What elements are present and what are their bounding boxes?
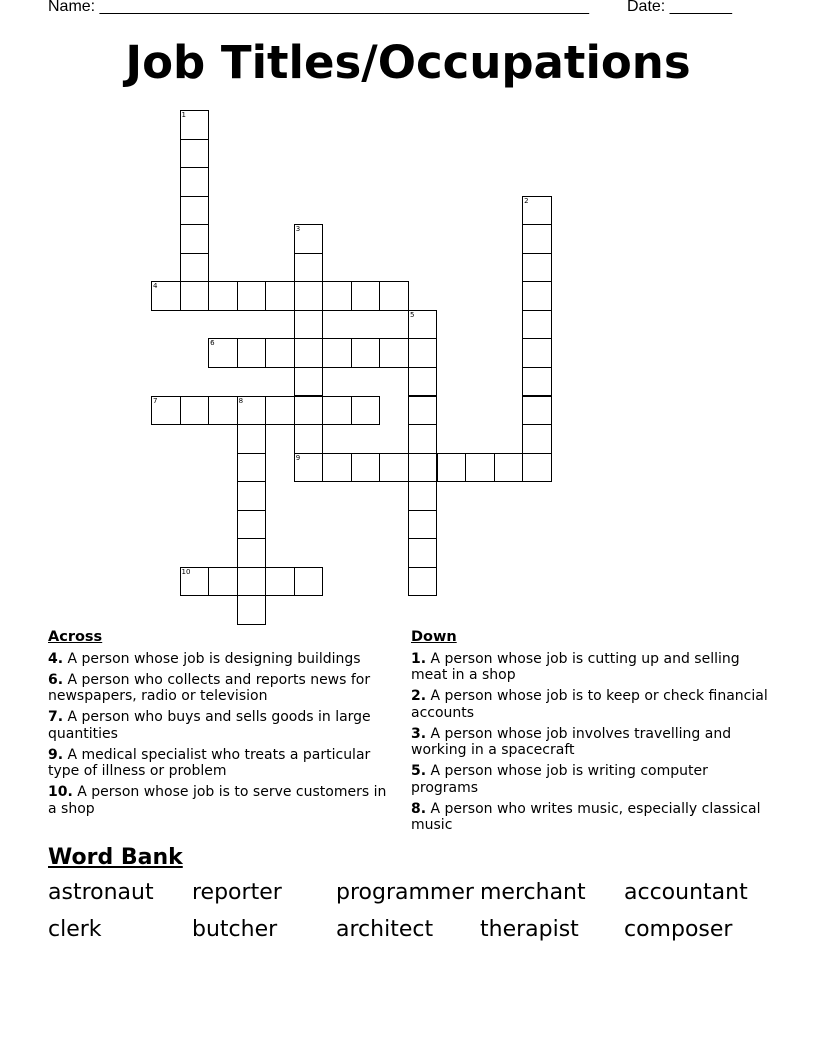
word-bank-item: therapist: [480, 917, 579, 942]
word-bank-item: accountant: [624, 880, 748, 905]
crossword-cell[interactable]: [294, 453, 324, 483]
crossword-cell[interactable]: [294, 567, 324, 597]
crossword-cell[interactable]: [180, 396, 210, 426]
crossword-cell[interactable]: [180, 139, 210, 169]
word-bank-item: architect: [336, 917, 434, 942]
crossword-cell[interactable]: [522, 196, 552, 226]
name-field-line[interactable]: Name: _______________________________________________________: [48, 0, 589, 15]
crossword-cell[interactable]: [408, 424, 438, 454]
word-bank-item: butcher: [192, 917, 278, 942]
crossword-cell[interactable]: [322, 338, 352, 368]
crossword-cell[interactable]: [180, 110, 210, 140]
crossword-cell[interactable]: [522, 224, 552, 254]
cell-number: 4: [153, 282, 158, 291]
crossword-cell[interactable]: [180, 253, 210, 283]
clue-number: 6.: [48, 671, 64, 688]
clue-text: A person whose job is writing computer programs: [411, 763, 708, 796]
clue-text: A person whose job is designing buildings: [67, 650, 361, 667]
crossword-cell[interactable]: [294, 367, 324, 397]
crossword-cell[interactable]: [265, 567, 295, 597]
clue-number: 9.: [48, 746, 64, 763]
down-heading: Down: [411, 629, 457, 645]
crossword-cell[interactable]: [379, 453, 409, 483]
crossword-cell[interactable]: [180, 224, 210, 254]
crossword-cell[interactable]: [294, 338, 324, 368]
cell-number: 9: [295, 453, 301, 462]
across-clues: [48, 629, 396, 822]
clue-text: A person whose job involves travelling and working in a spacecraft: [411, 725, 732, 758]
crossword-cell[interactable]: [408, 396, 438, 426]
clue-across-7: [48, 709, 396, 742]
crossword-cell[interactable]: [294, 253, 324, 283]
crossword-cell[interactable]: [408, 367, 438, 397]
word-bank-item: programmer: [336, 880, 474, 905]
clue-down-3: [411, 726, 771, 759]
crossword-cell[interactable]: [437, 453, 467, 483]
crossword-cell[interactable]: [180, 281, 210, 311]
cell-number: 3: [295, 225, 301, 234]
clue-number: 8.: [411, 800, 427, 817]
word-bank-item: clerk: [48, 917, 102, 942]
cell-number: 1: [181, 111, 187, 119]
crossword-cell[interactable]: [294, 224, 324, 254]
crossword-cell[interactable]: [522, 253, 552, 283]
crossword-cell[interactable]: [237, 281, 267, 311]
crossword-cell[interactable]: [522, 310, 552, 340]
crossword-cell[interactable]: [494, 453, 524, 483]
crossword-cell[interactable]: [208, 281, 238, 311]
crossword-cell[interactable]: [351, 453, 381, 483]
crossword-cell[interactable]: [208, 396, 238, 426]
clue-number: 3.: [411, 725, 427, 742]
clue-number: 7.: [48, 709, 64, 725]
crossword-cell[interactable]: [237, 396, 267, 426]
clue-number: 5.: [411, 763, 427, 779]
word-bank-item: composer: [624, 917, 733, 942]
crossword-cell[interactable]: [408, 567, 438, 597]
clue-down-2: [411, 688, 771, 721]
word-bank-item: astronaut: [48, 880, 154, 905]
crossword-cell[interactable]: [522, 453, 552, 483]
cell-number: 10: [181, 567, 191, 576]
crossword-cell[interactable]: [237, 510, 267, 540]
clue-down-1: [411, 651, 771, 684]
crossword-cell[interactable]: [522, 367, 552, 397]
crossword-cell[interactable]: [351, 281, 381, 311]
crossword-cell[interactable]: [379, 338, 409, 368]
crossword-cell[interactable]: [151, 396, 181, 426]
crossword-cell[interactable]: [408, 453, 438, 483]
crossword-cell[interactable]: [465, 453, 495, 483]
crossword-cell[interactable]: [294, 281, 324, 311]
crossword-cell[interactable]: [237, 538, 267, 568]
crossword-cell[interactable]: [294, 424, 324, 454]
across-heading: Across: [48, 629, 103, 645]
crossword-cell[interactable]: [322, 396, 352, 426]
clue-across-10: [48, 784, 396, 817]
crossword-cell[interactable]: [408, 538, 438, 568]
crossword-cell[interactable]: [522, 281, 552, 311]
clue-text: A person who writes music, especially classical music: [411, 800, 761, 833]
clue-number: 1.: [411, 650, 427, 667]
word-bank: [48, 881, 768, 942]
crossword-cell[interactable]: [322, 281, 352, 311]
clue-text: A person who collects and reports news for newspapers, radio or television: [48, 671, 371, 704]
crossword-cell[interactable]: [237, 338, 267, 368]
crossword-cell[interactable]: [208, 338, 238, 368]
clue-number: 10.: [48, 784, 73, 800]
crossword-cell[interactable]: [522, 424, 552, 454]
crossword-cell[interactable]: [294, 310, 324, 340]
clue-across-9: [48, 747, 396, 780]
clue-down-5: [411, 763, 771, 796]
crossword-cell[interactable]: [180, 567, 210, 597]
cell-number: 7: [153, 396, 158, 405]
crossword-cell[interactable]: [408, 338, 438, 368]
crossword-cell[interactable]: [237, 424, 267, 454]
cell-number: 5: [409, 310, 415, 319]
page-title: Job Titles/Occupations: [125, 36, 691, 89]
clue-across-6: [48, 672, 396, 705]
crossword-cell[interactable]: [408, 510, 438, 540]
crossword-cell[interactable]: [208, 567, 238, 597]
crossword-cell[interactable]: [180, 167, 210, 197]
crossword-cell[interactable]: [522, 396, 552, 426]
clue-text: A person whose job is cutting up and selling meat in a shop: [411, 650, 740, 683]
clue-text: A person whose job is to serve customers in a shop: [48, 784, 387, 817]
crossword-cell[interactable]: [265, 396, 295, 426]
word-bank-item: merchant: [480, 880, 586, 905]
crossword-cell[interactable]: [408, 481, 438, 511]
crossword-cell[interactable]: [180, 196, 210, 226]
clue-down-8: [411, 801, 771, 834]
cell-number: 8: [238, 396, 244, 405]
crossword-cell[interactable]: [265, 281, 295, 311]
clue-across-4: [48, 651, 396, 668]
crossword-cell[interactable]: [408, 310, 438, 340]
word-bank-title: Word Bank: [48, 845, 183, 870]
crossword-cell[interactable]: [237, 453, 267, 483]
crossword-cell[interactable]: [237, 567, 267, 597]
crossword-cell[interactable]: [522, 338, 552, 368]
crossword-cell[interactable]: [151, 281, 181, 311]
crossword-cell[interactable]: [351, 338, 381, 368]
down-clues: [411, 629, 771, 838]
crossword-cell[interactable]: [379, 281, 409, 311]
clue-text: A medical specialist who treats a particular type of illness or problem: [48, 746, 371, 779]
crossword-cell[interactable]: [237, 595, 267, 625]
clue-text: A person whose job is to keep or check financial accounts: [411, 688, 768, 721]
clue-number: 2.: [411, 688, 427, 704]
word-bank-item: reporter: [192, 880, 282, 905]
cell-number: 2: [524, 196, 529, 205]
date-field-line[interactable]: Date: _______: [627, 0, 732, 15]
crossword-cell[interactable]: [294, 396, 324, 426]
crossword-cell[interactable]: [351, 396, 381, 426]
crossword-cell[interactable]: [322, 453, 352, 483]
crossword-cell[interactable]: [237, 481, 267, 511]
clue-number: 4.: [48, 650, 64, 667]
crossword-cell[interactable]: [265, 338, 295, 368]
clue-text: A person who buys and sells goods in large quantities: [48, 709, 371, 742]
cell-number: 6: [210, 339, 215, 348]
